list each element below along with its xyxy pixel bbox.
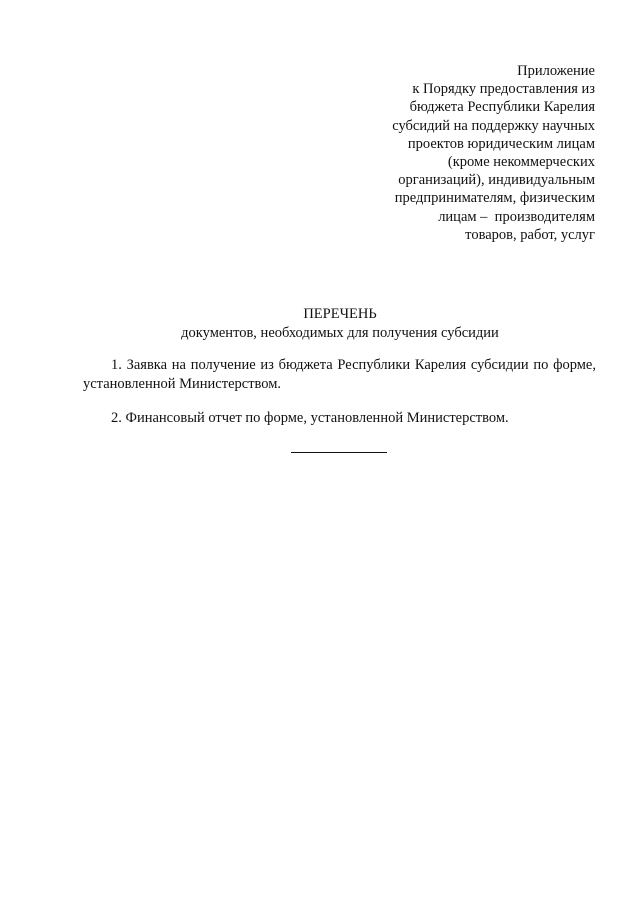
- appendix-line: организаций), индивидуальным: [398, 172, 595, 189]
- appendix-line: предпринимателям, физическим: [394, 190, 595, 207]
- document-title: ПЕРЕЧЕНЬ: [303, 306, 377, 322]
- appendix-line: проектов юридическим лицам: [407, 135, 595, 152]
- appendix-line: лицам – производителям: [438, 208, 595, 225]
- appendix-line: (кроме некоммерческих: [447, 154, 595, 171]
- appendix-header: [335, 62, 595, 244]
- appendix-line: Приложение: [517, 63, 595, 79]
- list-item: 2. Финансовый отчет по форме, установленной Министерством.: [111, 410, 509, 426]
- appendix-line: бюджета Республики Карелия: [409, 99, 595, 116]
- list-item: 1. Заявка на получение из бюджета Республики Карелия субсидии по форме, установленной Министерством.: [83, 357, 596, 392]
- appendix-line: к Порядку предоставления из: [412, 81, 595, 98]
- closing-separator-line: [291, 452, 387, 453]
- document-list: [83, 356, 596, 428]
- appendix-line: товаров, работ, услуг: [465, 226, 595, 243]
- appendix-line: субсидий на поддержку научных: [392, 117, 595, 134]
- document-heading: [80, 305, 600, 343]
- document-subtitle: документов, необходимых для получения субсидии: [181, 325, 499, 341]
